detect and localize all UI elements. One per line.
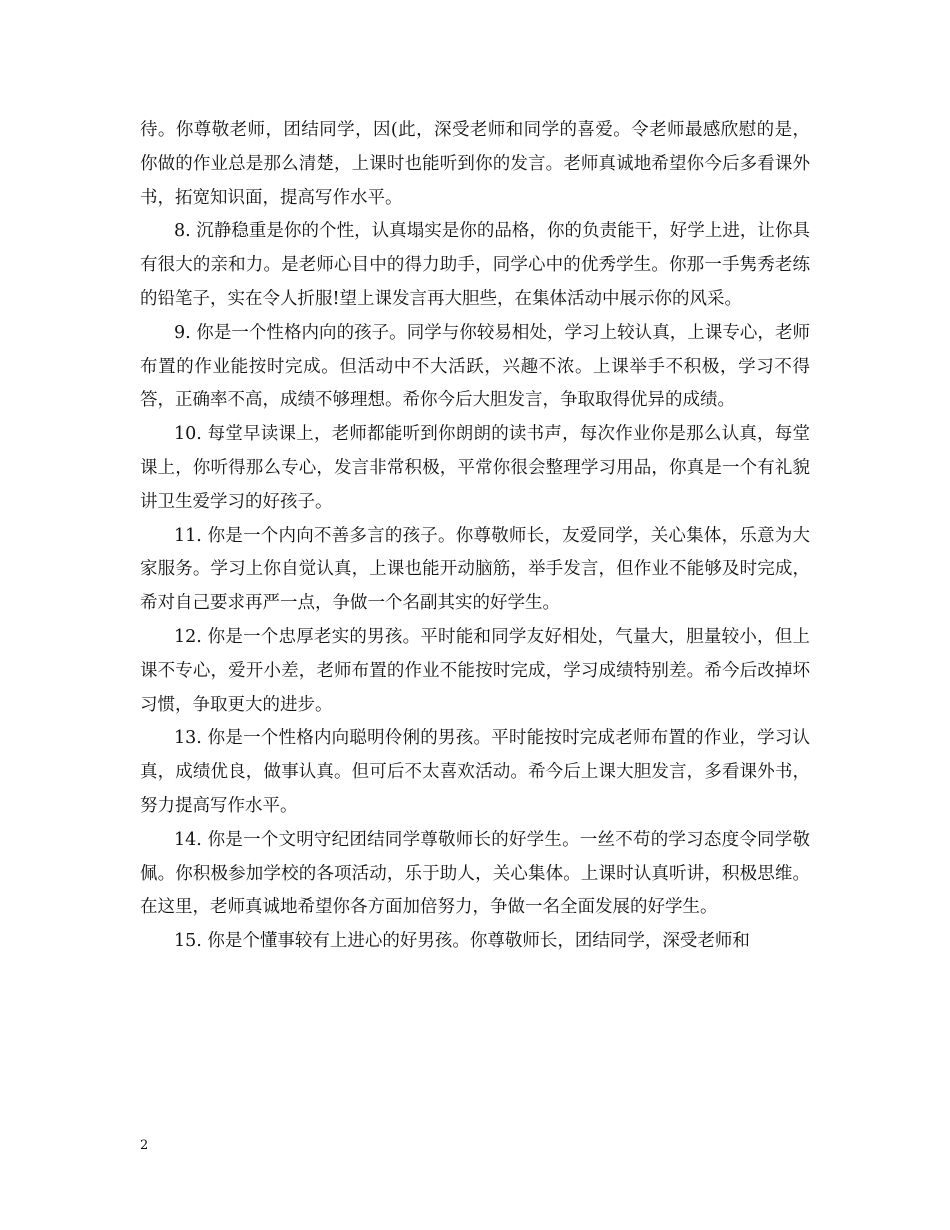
paragraph-comment-9: 9. 你是一个性格内向的孩子。同学与你较易相处，学习上较认真，上课专心，老师布置的作业能按时完成。但活动中不大活跃，兴趣不浓。上课举手不积极，学习不得答，正确率不高，成绩不够理想。希你今后大胆发言，争取取得优异的成绩。 — [140, 322, 810, 411]
paragraph-comment-15: 15. 你是个懂事较有上进心的好男孩。你尊敬师长，团结同学，深受老师和 — [174, 931, 750, 952]
paragraph-comment-12: 12. 你是一个忠厚老实的男孩。平时能和同学友好相处，气量大，胆量较小，但上课不专心，爱开小差，老师布置的作业不能按时完成，学习成绩特别差。希今后改掉坏习惯，争取更大的进步。 — [140, 626, 810, 715]
paragraph-comment-14: 14. 你是一个文明守纪团结同学尊敬师长的好学生。一丝不苟的学习态度令同学敬佩。你积极参加学校的各项活动，乐于助人，关心集体。上课时认真听讲，积极思维。在这里，老师真诚地希望你各方面加倍努力，争做一名全面发展的好学生。 — [140, 829, 810, 918]
paragraph-comment-8: 8. 沉静稳重是你的个性，认真塌实是你的品格，你的负责能干，好学上进，让你具有很大的亲和力。是老师心目中的得力助手，同学心中的优秀学生。你那一手隽秀老练的铅笔子，实在令人折服!望上课发言再大胆些，在集体活动中展示你的风采。 — [140, 221, 810, 309]
document-body — [140, 114, 810, 959]
paragraph-comment-11: 11. 你是一个内向不善多言的孩子。你尊敬师长，友爱同学，关心集体，乐意为大家服务。学习上你自觉认真，上课也能开动脑筋，举手发言，但作业不能够及时完成，希对自己要求再严一点，争做一个名副其实的好学生。 — [140, 525, 810, 614]
page-number: 2 — [140, 1138, 149, 1153]
paragraph-comment-10: 10. 每堂早读课上，老师都能听到你朗朗的读书声，每次作业你是那么认真，每堂课上，你听得那么专心，发言非常积极，平常你很会整理学习用品，你真是一个有礼貌讲卫生爱学习的好孩子。 — [140, 424, 810, 512]
paragraph-comment-13: 13. 你是一个性格内向聪明伶俐的男孩。平时能按时完成老师布置的作业，学习认真，成绩优良，做事认真。但可后不太喜欢活动。希今后上课大胆发言，多看课外书，努力提高写作水平。 — [140, 728, 810, 816]
paragraph-continuation: 待。你尊敬老师，团结同学，因(此，深受老师和同学的喜爱。令老师最感欣慰的是，你做的作业总是那么清楚，上课时也能听到你的发言。老师真诚地希望你今后多看课外书，拓宽知识面，提高写作水平。 — [140, 120, 810, 208]
